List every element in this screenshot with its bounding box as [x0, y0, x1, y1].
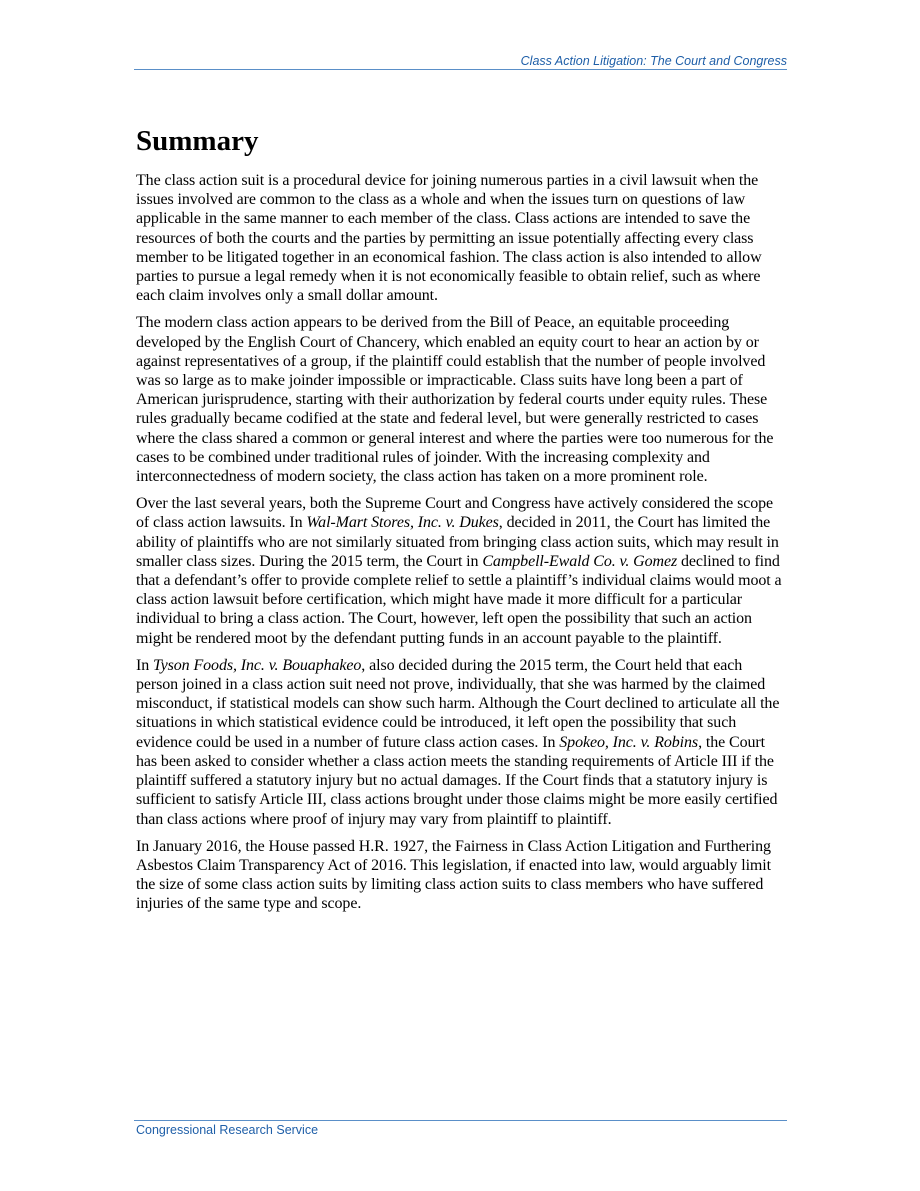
- body-paragraph: [136, 171, 788, 305]
- paragraph-text: , the Court has been asked to consider whether a class action meets the standing requirements of Article III if the plaintiff suffered a statutory injury but no actual damages. If the Court finds that a statutory injury is sufficient to satisfy Article III, class actions brought under those claims might be more easily certified than class actions where proof of injury may vary from plaintiff to plaintiff.: [136, 733, 778, 828]
- header-rule: [134, 69, 787, 70]
- footer-rule: [134, 1120, 787, 1121]
- section-heading: Summary: [136, 125, 259, 157]
- paragraph-text: , also decided during the 2015 term, the Court held that each person joined in a class action suit need not prove, individually, that she was harmed by the claimed misconduct, if statistical models can show such harm. Although the Court declined to articulate all the situations in which statistical evidence could be introduced, it left open the possibility that such evidence could be used in a number of future class action cases. In: [136, 656, 780, 751]
- case-name: Wal-Mart Stores, Inc. v. Dukes: [306, 514, 499, 532]
- case-name: Campbell-Ewald Co. v. Gomez: [482, 552, 678, 570]
- body-paragraph: [136, 837, 788, 914]
- summary-section: [136, 122, 788, 922]
- paragraph-list: [136, 171, 788, 914]
- paragraph-text: In January 2016, the House passed H.R. 1927, the Fairness in Class Action Litigation and Furthering Asbestos Claim Transparency Act of 2016. This legislation, if enacted into law, would arguably limit the size of some class action suits by limiting class action suits to class members who have suffered injuries of the same type and scope.: [136, 837, 771, 913]
- paragraph-text: Over the last several years, both the Supreme Court and Congress have actively considered the scope of class action lawsuits. In: [136, 495, 774, 532]
- body-paragraph: [136, 313, 788, 486]
- body-paragraph: [136, 494, 788, 648]
- paragraph-text: The modern class action appears to be derived from the Bill of Peace, an equitable proceeding developed by the English Court of Chancery, which enabled an equity court to hear an action by or against representatives of a group, if the plaintiff could establish that the number of people involved was so large as to make joinder impossible or impracticable. Class suits have long been a part of American jurisprudence, starting with their authorization by federal courts under equity rules. These rules gradually became codified at the state and federal level, but were generally restricted to cases where the class shared a common or general interest and where the parties were too numerous for the cases to be combined under traditional rules of joinder. With the increasing complexity and interconnectedness of modern society, the class action has taken on a more prominent role.: [136, 314, 774, 486]
- paragraph-text: , decided in 2011, the Court has limited the ability of plaintiffs who are not similarly situated from bringing class action suits, which may result in smaller class sizes. During the 2015 term, the Court in: [136, 514, 779, 570]
- paragraph-text: declined to find that a defendant’s offer to provide complete relief to settle a plaintiff’s individual claims would moot a class action lawsuit before certification, which might have made it more difficult for a particular individual to bring a class action. The Court, however, left open the possibility that such an action might be rendered moot by the defendant putting funds in an account payable to the plaintiff.: [136, 552, 782, 647]
- running-footer: Congressional Research Service: [136, 1123, 319, 1137]
- paragraph-text: In: [136, 656, 154, 674]
- paragraph-text: The class action suit is a procedural device for joining numerous parties in a civil lawsuit when the issues involved are common to the class as a whole and when the issues turn on questions of law applicable in the same manner to each member of the class. Class actions are intended to save the resources of both the courts and the parties by permitting an issue potentially affecting every class member to be litigated together in an economical fashion. The class action is also intended to allow parties to pursue a legal remedy when it is not economically feasible to obtain relief, such as where each claim involves only a small dollar amount.: [136, 172, 762, 305]
- case-name: Spokeo, Inc. v. Robins: [559, 733, 699, 751]
- running-header: Class Action Litigation: The Court and Congress: [520, 54, 787, 68]
- body-paragraph: [136, 656, 788, 829]
- case-name: Tyson Foods, Inc. v. Bouaphakeo: [153, 656, 362, 674]
